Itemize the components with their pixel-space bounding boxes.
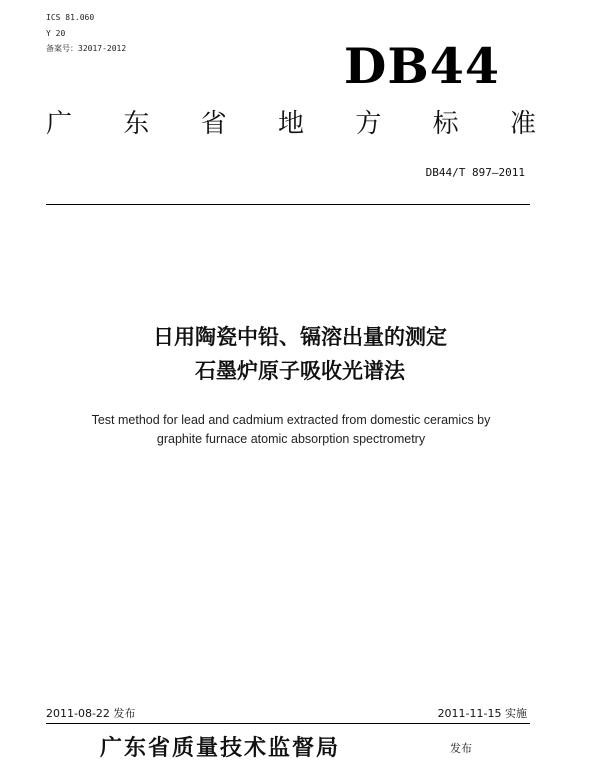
issuing-label: 发布 [450,742,472,755]
standard-number: DB44/T 897—2011 [425,166,525,179]
classification-code: Y 20 [46,29,66,38]
top-divider [46,204,530,205]
category-char: 广 [46,109,73,139]
title-english-line-2: graphite furnace atomic absorption spectrometry [156,432,426,446]
ics-code: ICS 81.060 [46,13,95,22]
issuing-authority: 广东省质量技术监督局 [100,735,341,761]
category-char: 标 [432,109,459,139]
category-char: 方 [355,109,382,139]
issue-date: 2011-08-22 发布 [46,707,136,720]
category-char: 省 [200,109,227,139]
category-char: 东 [123,109,150,139]
title-chinese-line-2: 石墨炉原子吸收光谱法 [195,359,405,383]
bottom-divider [46,723,530,724]
implementation-date: 2011-11-15 实施 [437,707,527,720]
standard-category [46,106,536,142]
title-english-line-1: Test method for lead and cadmium extracted from domestic ceramics by [91,413,491,427]
record-number: 备案号：32017-2012 [46,44,127,53]
title-chinese-line-1: 日用陶瓷中铅、镉溶出量的测定 [153,325,447,349]
standard-logo: DB44 [343,37,500,95]
category-char: 地 [277,109,304,139]
category-char: 准 [509,109,536,139]
